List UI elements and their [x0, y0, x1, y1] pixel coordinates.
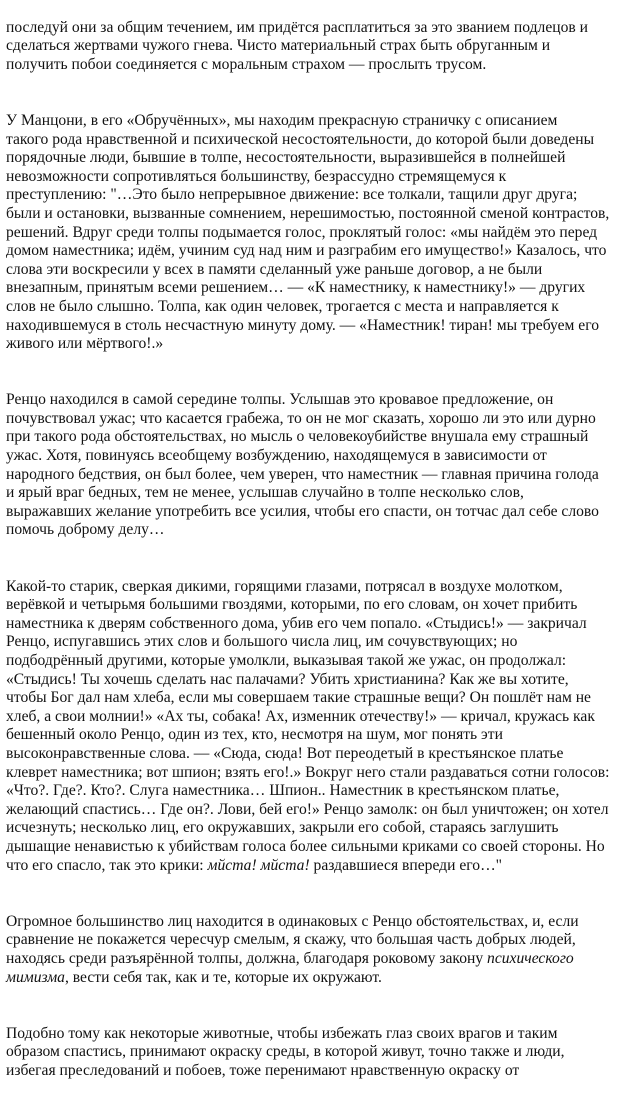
italic-text-segment: психического мимизма	[6, 949, 574, 986]
paragraph-renzo-horror	[6, 373, 612, 540]
paragraph-manzoni-quote	[6, 93, 612, 353]
paragraph-psychic-mimicry	[6, 894, 612, 987]
text-segment: последуй они за общим течением, им придётся расплатиться за это званием подлецов и сделаться жертвами чужого гнева. Чисто материальный страх быть обруганным и получить побои соединяется с моральным страхом — прослыть трусом.	[6, 18, 589, 73]
text-segment: Подобно тому как некоторые животные, чтобы избежать глаз своих врагов и таким образом спастись, принимают окраску среды, в которой живут, точно также и люди, избегая преследований и побоев, тоже перенимают нравственную окраску от	[6, 1024, 565, 1079]
text-segment: раздавшиеся впереди его…"	[309, 856, 503, 874]
text-segment: У Манцони, в его «Обручённых», мы находим прекрасную страничку с описанием такого рода нравственной и психической несостоятельности, до которой были доведены порядочные люди, бывшие в толпе, несостоятельности, выразившейся в полнейшей невозможности сопротивляться большинству, безрассудно стремящемуся к преступлению: "…Это было непрерывное движение: все толкали, тащили друг друга; были и остановки, вызванные сомнением, нерешимостью, постоянной сменой контрастов, решений. Вдруг среди толпы подымается голос, проклятый голос: «мы найдём это перед домом наместника; идём, учиним суд над ним и разграбим его имущество!» Казалось, что слова эти воскресили у всех в памяти сделанный уже раньше договор, а не были внезапным, принятым всеми решением… — «К наместнику, к наместнику!» — других слов не было слышно. Толпа, как один человек, трогается с места и направляется к находившемуся в столь несчастную минуту дому. — «Наместник! тиран! мы требуем его живого или мёртвого!.»	[6, 111, 610, 353]
text-segment: Огромное большинство лиц находится в одинаковых с Ренцо обстоятельствах, и, если сравнение не покажется чересчур смелым, я скажу, что большая часть добрых людей, находясь среди разъярённой толпы, должна, благодаря роковому закону	[6, 912, 579, 967]
text-segment: Ренцо находился в самой середине толпы. Услышав это кровавое предложение, он почувствовал ужас; что касается грабежа, то он не мог сказать, хорошо ли это или дурно при такого рода обстоятельствах, но мысль о человекоубийстве внушала ему страшный ужас. Хотя, повинуясь всеобщему возбуждению, находящемуся в зависимости от народного бедствия, он был более, чем уверен, что наместник — главная причина голода и ярый враг бедных, тем не менее, услышав случайно в толпе несколько слов, выражавших желание употребить все усилия, чтобы его спасти, он тотчас дал себе слово помочь доброму делу…	[6, 391, 599, 539]
italic-text-segment: мйста! мйста!	[207, 856, 310, 874]
paragraph-animal-analogy	[6, 1006, 612, 1080]
text-segment: , вести себя так, как и те, которые их окружают.	[64, 968, 382, 986]
paragraph-intro-tail	[6, 0, 612, 74]
paragraph-old-man-scene	[6, 559, 612, 875]
document-page	[6, 0, 612, 1099]
text-segment: Какой-то старик, сверкая дикими, горящими глазами, потрясал в воздухе молотком, верёвкой и четырьмя большими гвоздями, которыми, по его словам, он хочет прибить наместника к дверям собственного дома, убив его чем попало. «Стыдись!» — закричал Ренцо, испугавшись этих слов и большого числа лиц, им сочувствующих; но подбодрённый другими, которые умолкли, выказывая такой же ужас, он продолжал: «Стыдись! Ты хочешь сделать нас палачами? Убить христианина? Как же вы хотите, чтобы Бог дал нам хлеба, если мы совершаем такие страшные вещи? Он пошлёт нам не хлеб, а свои молнии!» «Ах ты, собака! Ах, изменник отечеству!» — кричал, кружась как бешенный около Ренцо, один из тех, кто, несмотря на шум, мог понять эти высоконравственные слова. — «Сюда, сюда! Вот переодетый в крестьянское платье клеврет наместника; вот шпион; взять его!.» Вокруг него стали раздаваться сотни голосов: «Что?. Где?. Кто?. Слуга наместника… Шпион.. Наместник в крестьянском платье, желающий спастись… Где он?. Лови, бей его!» Ренцо замолк: он был уничтожен; он хотел исчезнуть; несколько лиц, его окружавших, закрыли его собой, стараясь заглушить дышащие ненавистью к убийствам голоса более сильными криками со своей стороны. Но что его спасло, так это крики:	[6, 577, 610, 874]
